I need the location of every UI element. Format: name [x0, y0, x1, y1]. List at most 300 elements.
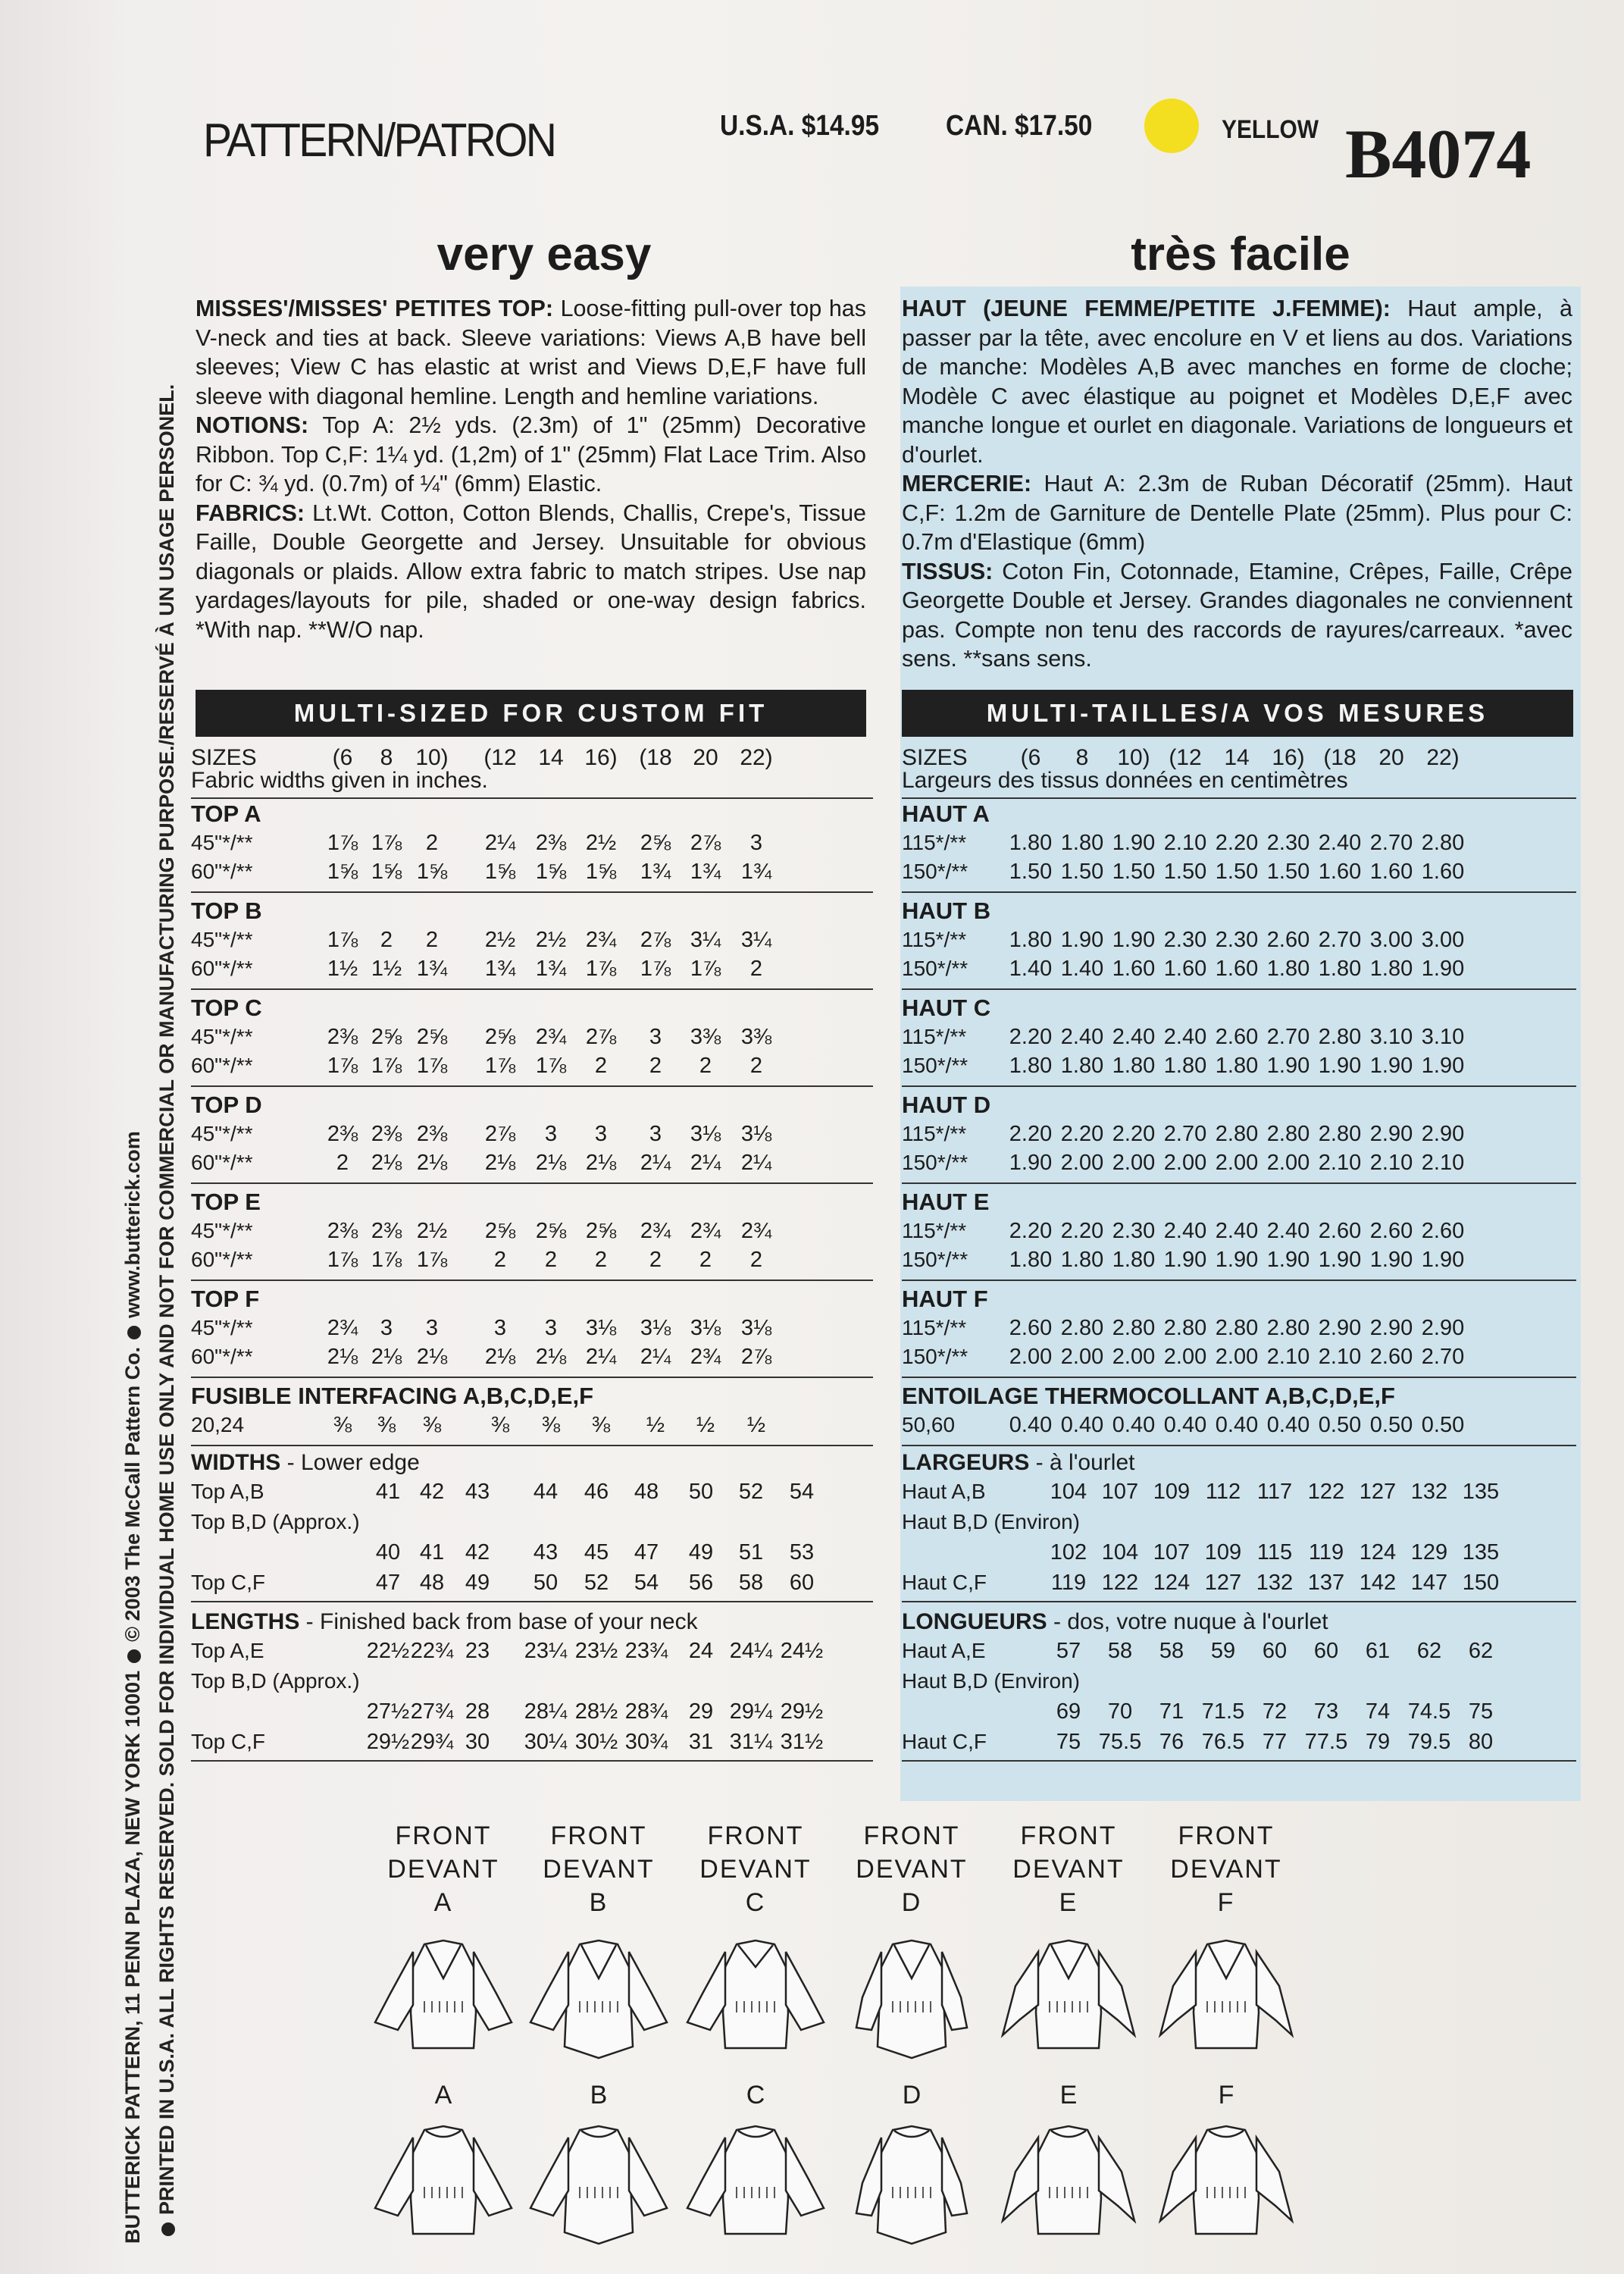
- front-label: FRONT: [395, 1821, 492, 1850]
- devant-label: DEVANT: [543, 1855, 655, 1884]
- value-cell: 49: [465, 1571, 490, 1595]
- value-cell: 1¾: [484, 957, 516, 981]
- value-cell: 2.10: [1318, 1151, 1362, 1175]
- value-cell: 2¾: [535, 1025, 567, 1049]
- pattern-number: B4074: [1345, 115, 1532, 193]
- value-cell: 150: [1462, 1571, 1500, 1595]
- value-cell: ⅜: [333, 1413, 352, 1437]
- value-cell: 127: [1204, 1571, 1242, 1595]
- row-label: 150*/**: [902, 860, 968, 883]
- view-letter: A: [433, 1888, 453, 1917]
- back-view-b: [527, 2119, 671, 2247]
- value-cell: 2.90: [1318, 1316, 1362, 1340]
- value-cell: 2.40: [1112, 1025, 1156, 1049]
- value-cell: 43: [465, 1480, 490, 1504]
- value-cell: 2: [749, 1248, 763, 1272]
- value-cell: 2.30: [1112, 1219, 1156, 1243]
- value-cell: ⅜: [591, 1413, 611, 1437]
- value-cell: 29: [688, 1699, 714, 1724]
- value-cell: 2¼: [585, 1345, 617, 1369]
- value-cell: 135: [1462, 1540, 1500, 1565]
- value-cell: 1.80: [1009, 1248, 1053, 1272]
- value-cell: 28½: [574, 1699, 618, 1724]
- back-view-a: [371, 2119, 515, 2247]
- section-heading: [902, 1608, 1328, 1636]
- value-cell: 142: [1359, 1571, 1397, 1595]
- value-cell: 1⅝: [535, 860, 567, 884]
- value-cell: 1⅞: [585, 957, 617, 981]
- value-cell: 3: [544, 1122, 558, 1146]
- table-rule: [191, 1377, 873, 1378]
- value-cell: 1.80: [1369, 957, 1413, 981]
- sizes-label: SIZES: [191, 745, 257, 770]
- row-label: Top B,D (Approx.): [191, 1510, 360, 1533]
- value-cell: 72: [1262, 1699, 1288, 1724]
- value-cell: 2.10: [1266, 1345, 1310, 1369]
- value-cell: 2.40: [1266, 1219, 1310, 1243]
- back-view-letter: F: [1218, 2081, 1234, 2110]
- devant-label: DEVANT: [856, 1855, 968, 1884]
- value-cell: 107: [1153, 1540, 1191, 1565]
- value-cell: 31½: [780, 1730, 824, 1754]
- value-cell: 2.70: [1266, 1025, 1310, 1049]
- value-cell: 2⅛: [371, 1151, 402, 1175]
- view-label-c: [691, 1819, 820, 1919]
- color-swatch: [1144, 99, 1199, 153]
- value-cell: 2½: [416, 1219, 448, 1243]
- value-cell: 30½: [574, 1730, 618, 1754]
- value-cell: 2.00: [1060, 1345, 1104, 1369]
- table-rule: [191, 1601, 873, 1602]
- value-cell: 76: [1159, 1730, 1184, 1754]
- value-cell: 75: [1468, 1699, 1494, 1724]
- value-cell: 1.80: [1215, 1054, 1259, 1078]
- value-cell: 31: [688, 1730, 714, 1754]
- value-cell: 135: [1462, 1480, 1500, 1504]
- value-cell: 2.80: [1215, 1122, 1259, 1146]
- value-cell: 2: [336, 1151, 349, 1175]
- value-cell: 2.00: [1215, 1151, 1259, 1175]
- value-cell: 1.80: [1266, 957, 1310, 981]
- side-copyright-text: BUTTERICK PATTERN, 11 PENN PLAZA, NEW YORK 10001© 2003 The McCall Pattern Co.www.butterick.com: [121, 1131, 144, 2244]
- front-view-c: [684, 1933, 828, 2062]
- value-cell: ⅜: [490, 1413, 510, 1437]
- value-cell: 2⅜: [371, 1219, 402, 1243]
- row-label: Top B,D (Approx.): [191, 1669, 360, 1693]
- group-heading: TOP A: [191, 800, 261, 827]
- value-cell: 28: [465, 1699, 490, 1724]
- value-cell: 46: [584, 1480, 609, 1504]
- size-cell: (18: [639, 745, 672, 770]
- row-label: 45"*/**: [191, 1316, 253, 1339]
- value-cell: 53: [789, 1540, 815, 1565]
- table-rule: [902, 1182, 1576, 1184]
- value-cell: 2⅝: [640, 831, 671, 855]
- front-label: FRONT: [863, 1821, 960, 1850]
- table-rule: [902, 1760, 1576, 1762]
- table-rule: [191, 1280, 873, 1281]
- size-cell: 8: [1075, 745, 1089, 770]
- value-cell: 2⅜: [327, 1219, 358, 1243]
- section-name: LENGTHS: [191, 1609, 300, 1634]
- value-cell: 1¾: [640, 860, 671, 884]
- value-cell: 75.5: [1098, 1730, 1142, 1754]
- value-cell: 71: [1159, 1699, 1184, 1724]
- value-cell: 70: [1107, 1699, 1133, 1724]
- value-cell: ⅜: [541, 1413, 561, 1437]
- value-cell: 2¾: [585, 928, 617, 952]
- value-cell: 74.5: [1407, 1699, 1451, 1724]
- value-cell: 3: [594, 1122, 608, 1146]
- view-label-b: [534, 1819, 663, 1919]
- value-cell: 1⅞: [640, 957, 671, 981]
- value-cell: 0.40: [1215, 1413, 1259, 1437]
- value-cell: 27½: [366, 1699, 410, 1724]
- table-rule: [191, 1760, 873, 1762]
- value-cell: 3: [380, 1316, 393, 1340]
- value-cell: 58: [1159, 1639, 1184, 1663]
- value-cell: 1.60: [1318, 860, 1362, 884]
- value-cell: 104: [1050, 1480, 1087, 1504]
- value-cell: 1⅞: [327, 1054, 358, 1078]
- value-cell: 1⅞: [327, 1248, 358, 1272]
- value-cell: 3⅛: [740, 1316, 772, 1340]
- group-heading: TOP D: [191, 1092, 262, 1118]
- value-cell: 29¾: [410, 1730, 454, 1754]
- size-cell: 8: [380, 745, 393, 770]
- value-cell: 1.80: [1163, 1054, 1207, 1078]
- value-cell: 3.00: [1421, 928, 1465, 952]
- view-label-e: [1004, 1819, 1133, 1919]
- value-cell: 47: [375, 1571, 401, 1595]
- value-cell: 1.90: [1421, 1054, 1465, 1078]
- color-name: YELLOW: [1222, 115, 1319, 144]
- value-cell: 2: [594, 1054, 608, 1078]
- value-cell: 1.90: [1318, 1248, 1362, 1272]
- row-label: 60"*/**: [191, 1345, 253, 1368]
- value-cell: 2½: [585, 831, 617, 855]
- size-cell: 20: [693, 745, 718, 770]
- value-cell: 22¾: [410, 1639, 454, 1663]
- size-cell: 10): [1117, 745, 1150, 770]
- value-cell: 2.00: [1112, 1345, 1156, 1369]
- row-label: Haut C,F: [902, 1571, 987, 1594]
- value-cell: 2.20: [1009, 1219, 1053, 1243]
- value-cell: 2⅛: [371, 1345, 402, 1369]
- yardage-table-fr: [902, 744, 1576, 1806]
- value-cell: 52: [738, 1480, 764, 1504]
- value-cell: 2⅝: [416, 1025, 448, 1049]
- value-cell: ⅜: [377, 1413, 396, 1437]
- value-cell: 2¼: [690, 1151, 721, 1175]
- back-view-c: [684, 2119, 828, 2247]
- devant-label: DEVANT: [1170, 1855, 1282, 1884]
- row-label: 60"*/**: [191, 957, 253, 980]
- row-label: 115*/**: [902, 1025, 967, 1048]
- value-cell: 73: [1313, 1699, 1339, 1724]
- value-cell: 54: [634, 1571, 659, 1595]
- value-cell: 58: [738, 1571, 764, 1595]
- value-cell: 1.90: [1215, 1248, 1259, 1272]
- value-cell: 79.5: [1407, 1730, 1451, 1754]
- yardage-table-en: [191, 744, 873, 1806]
- value-cell: 2.80: [1318, 1122, 1362, 1146]
- row-label: 60"*/**: [191, 1054, 253, 1077]
- sizes-label: SIZES: [902, 745, 968, 770]
- table-rule: [191, 1445, 873, 1446]
- value-cell: 40: [375, 1540, 401, 1565]
- section-heading: [902, 1449, 1134, 1477]
- value-cell: 49: [688, 1540, 714, 1565]
- view-illustrations: [0, 1819, 1624, 2274]
- value-cell: 2⅛: [484, 1151, 516, 1175]
- value-cell: 2.00: [1163, 1345, 1207, 1369]
- value-cell: 1.60: [1112, 957, 1156, 981]
- group-heading: HAUT D: [902, 1092, 991, 1118]
- value-cell: 2.60: [1215, 1025, 1259, 1049]
- value-cell: 2¼: [640, 1345, 671, 1369]
- value-cell: 2: [649, 1248, 662, 1272]
- value-cell: 60: [789, 1571, 815, 1595]
- value-cell: 2⅜: [371, 1122, 402, 1146]
- group-heading: TOP C: [191, 994, 262, 1021]
- value-cell: 2.30: [1266, 831, 1310, 855]
- value-cell: 57: [1056, 1639, 1081, 1663]
- value-cell: 1⅞: [535, 1054, 567, 1078]
- value-cell: 2: [425, 831, 439, 855]
- value-cell: 109: [1153, 1480, 1191, 1504]
- value-cell: 124: [1359, 1540, 1397, 1565]
- value-cell: 2.60: [1369, 1219, 1413, 1243]
- value-cell: 1.50: [1112, 860, 1156, 884]
- row-label: 150*/**: [902, 1248, 968, 1271]
- view-label-d: [847, 1819, 976, 1919]
- value-cell: 1.90: [1163, 1248, 1207, 1272]
- value-cell: 1.80: [1318, 957, 1362, 981]
- value-cell: 2⅛: [484, 1345, 516, 1369]
- front-view-d: [840, 1933, 984, 2062]
- value-cell: 61: [1365, 1639, 1391, 1663]
- value-cell: 0.40: [1060, 1413, 1104, 1437]
- table-rule: [191, 797, 873, 799]
- value-cell: 1⅞: [690, 957, 721, 981]
- value-cell: 1.80: [1060, 831, 1104, 855]
- value-cell: ½: [646, 1413, 665, 1437]
- value-cell: 1.60: [1215, 957, 1259, 981]
- value-cell: 2⅛: [416, 1151, 448, 1175]
- value-cell: 45: [584, 1540, 609, 1565]
- value-cell: 0.40: [1163, 1413, 1207, 1437]
- row-label: 115*/**: [902, 1219, 967, 1242]
- value-cell: 1⅝: [371, 860, 402, 884]
- value-cell: 104: [1101, 1540, 1139, 1565]
- value-cell: 2.60: [1266, 928, 1310, 952]
- value-cell: 2⅞: [690, 831, 721, 855]
- value-cell: 30: [465, 1730, 490, 1754]
- value-cell: 1⅞: [327, 831, 358, 855]
- value-cell: 2⅛: [585, 1151, 617, 1175]
- value-cell: 0.50: [1369, 1413, 1413, 1437]
- value-cell: 102: [1050, 1540, 1087, 1565]
- value-cell: 2.90: [1369, 1316, 1413, 1340]
- row-label: 60"*/**: [191, 1248, 253, 1271]
- value-cell: 147: [1410, 1571, 1448, 1595]
- value-cell: 28¾: [624, 1699, 668, 1724]
- usa-price: U.S.A. $14.95: [720, 110, 880, 142]
- value-cell: 119: [1308, 1540, 1344, 1565]
- value-cell: 30¼: [524, 1730, 568, 1754]
- value-cell: 31¼: [729, 1730, 773, 1754]
- value-cell: 1⅞: [484, 1054, 516, 1078]
- row-label: 50,60: [902, 1413, 956, 1436]
- group-heading: TOP E: [191, 1189, 261, 1215]
- value-cell: ⅜: [422, 1413, 442, 1437]
- interfacing-heading: ENTOILAGE THERMOCOLLANT A,B,C,D,E,F: [902, 1383, 1395, 1409]
- value-cell: 1.90: [1421, 1248, 1465, 1272]
- section-sub: - dos, votre nuque à l'ourlet: [1047, 1609, 1328, 1634]
- value-cell: 2⅝: [484, 1219, 516, 1243]
- size-cell: (18: [1323, 745, 1356, 770]
- value-cell: 0.40: [1112, 1413, 1156, 1437]
- value-cell: 1.80: [1009, 928, 1053, 952]
- value-cell: 3: [425, 1316, 439, 1340]
- value-cell: 2.70: [1163, 1122, 1207, 1146]
- value-cell: 2.30: [1163, 928, 1207, 952]
- value-cell: 77.5: [1304, 1730, 1348, 1754]
- value-cell: 3⅜: [690, 1025, 721, 1049]
- description-en: MISSES'/MISSES' PETITES TOP: Loose-fitting pull-over top has V-neck and ties at back. Sleeve variations: Views A,B have bell sleeves; View C has elastic at wrist and Views D,E,F have full sleeve with diagonal hemline. Length and hemline variations. NOTIONS: Top A: 2½ yds. (2.3m) of 1" (25mm) Decorative Ribbon. Top C,F: 1¼ yd. (1,2m) of 1" (25mm) Flat Lace Trim. Also for C: ¾ yd. (0.7m) of ¼" (6mm) Elastic. FABRICS: Lt.Wt. Cotton, Cotton Blends, Challis, Crepe's, Tissue Faille, Double Georgette and Jersey. Unsuitable for obvious diagonals or plaids. Allow extra fabric to match stripes. Use nap yardages/layouts for pile, shaded or one-way design fabrics. *With nap. **W/O nap.: [196, 296, 866, 643]
- row-label: 115*/**: [902, 928, 967, 951]
- value-cell: 1¾: [416, 957, 448, 981]
- value-cell: 2.10: [1421, 1151, 1465, 1175]
- value-cell: 2¾: [327, 1316, 358, 1340]
- back-view-letter: B: [590, 2081, 608, 2110]
- value-cell: 1.50: [1163, 860, 1207, 884]
- value-cell: 0.50: [1318, 1413, 1362, 1437]
- value-cell: 1¾: [740, 860, 772, 884]
- value-cell: 1.80: [1112, 1054, 1156, 1078]
- value-cell: 2.40: [1163, 1025, 1207, 1049]
- value-cell: 2¼: [740, 1151, 772, 1175]
- value-cell: 1¾: [535, 957, 567, 981]
- value-cell: 0.40: [1009, 1413, 1053, 1437]
- group-heading: HAUT A: [902, 800, 990, 827]
- front-label: FRONT: [707, 1821, 804, 1850]
- row-label: 115*/**: [902, 1316, 967, 1339]
- value-cell: 2.80: [1112, 1316, 1156, 1340]
- row-label: Haut B,D (Environ): [902, 1510, 1080, 1533]
- group-heading: HAUT F: [902, 1286, 988, 1312]
- table-rule: [902, 797, 1576, 799]
- value-cell: 107: [1101, 1480, 1139, 1504]
- value-cell: 1.50: [1060, 860, 1104, 884]
- table-rule: [902, 988, 1576, 990]
- value-cell: 79: [1365, 1730, 1391, 1754]
- value-cell: 62: [1416, 1639, 1442, 1663]
- value-cell: 122: [1101, 1571, 1139, 1595]
- value-cell: 3⅛: [740, 1122, 772, 1146]
- value-cell: 124: [1153, 1571, 1191, 1595]
- value-cell: 2.20: [1009, 1122, 1053, 1146]
- size-cell: (12: [1169, 745, 1202, 770]
- value-cell: 24¼: [729, 1639, 773, 1663]
- value-cell: 2⅝: [535, 1219, 567, 1243]
- value-cell: 2⅝: [484, 1025, 516, 1049]
- value-cell: 28¼: [524, 1699, 568, 1724]
- value-cell: 2⅞: [585, 1025, 617, 1049]
- back-view-letter: C: [746, 2081, 765, 2110]
- value-cell: 2.80: [1266, 1316, 1310, 1340]
- value-cell: 3: [649, 1025, 662, 1049]
- value-cell: 29½: [366, 1730, 410, 1754]
- value-cell: 2.00: [1215, 1345, 1259, 1369]
- value-cell: ½: [696, 1413, 715, 1437]
- value-cell: 2.80: [1215, 1316, 1259, 1340]
- value-cell: 2¾: [640, 1219, 671, 1243]
- value-cell: 3: [749, 831, 763, 855]
- front-view-a: [371, 1933, 515, 2062]
- group-heading: TOP F: [191, 1286, 260, 1312]
- section-sub: - à l'ourlet: [1029, 1450, 1135, 1475]
- row-label: 60"*/**: [191, 860, 253, 883]
- sizing-bar-en: MULTI-SIZED FOR CUSTOM FIT: [196, 690, 866, 737]
- value-cell: 122: [1307, 1480, 1345, 1504]
- front-label: FRONT: [1020, 1821, 1117, 1850]
- row-label: 115*/**: [902, 1122, 967, 1145]
- back-view-d: [840, 2119, 984, 2247]
- row-label: 150*/**: [902, 957, 968, 980]
- row-label: 115*/**: [902, 831, 967, 854]
- table-rule: [191, 988, 873, 990]
- value-cell: 42: [419, 1480, 445, 1504]
- value-cell: 2⅛: [327, 1345, 358, 1369]
- value-cell: 1.40: [1060, 957, 1104, 981]
- value-cell: 23½: [574, 1639, 618, 1663]
- value-cell: 2.20: [1060, 1219, 1104, 1243]
- value-cell: 2: [699, 1054, 712, 1078]
- value-cell: 2⅜: [327, 1122, 358, 1146]
- value-cell: 2.20: [1112, 1122, 1156, 1146]
- value-cell: 2.00: [1009, 1345, 1053, 1369]
- value-cell: 51: [738, 1540, 764, 1565]
- front-view-f: [1154, 1933, 1298, 2062]
- section-sub: - Finished back from base of your neck: [299, 1609, 698, 1634]
- value-cell: 50: [688, 1480, 714, 1504]
- row-label: Top A,E: [191, 1639, 264, 1662]
- front-label: FRONT: [550, 1821, 647, 1850]
- value-cell: 2.80: [1318, 1025, 1362, 1049]
- sizing-bar-fr: MULTI-TAILLES/A VOS MESURES: [902, 690, 1573, 737]
- value-cell: 1.50: [1009, 860, 1053, 884]
- row-label: 45"*/**: [191, 1122, 253, 1145]
- value-cell: 41: [375, 1480, 401, 1504]
- value-cell: 129: [1410, 1540, 1448, 1565]
- value-cell: 42: [465, 1540, 490, 1565]
- value-cell: 47: [634, 1540, 659, 1565]
- value-cell: 24: [688, 1639, 714, 1663]
- width-note: Fabric widths given in inches.: [191, 768, 488, 793]
- value-cell: 69: [1056, 1699, 1081, 1724]
- value-cell: 2.20: [1009, 1025, 1053, 1049]
- value-cell: 2.80: [1421, 831, 1465, 855]
- value-cell: 2⅜: [416, 1122, 448, 1146]
- value-cell: 1.80: [1009, 1054, 1053, 1078]
- value-cell: 2: [425, 928, 439, 952]
- group-heading: HAUT E: [902, 1189, 990, 1215]
- value-cell: 2⅜: [327, 1025, 358, 1049]
- value-cell: 74: [1365, 1699, 1391, 1724]
- value-cell: 3.10: [1421, 1025, 1465, 1049]
